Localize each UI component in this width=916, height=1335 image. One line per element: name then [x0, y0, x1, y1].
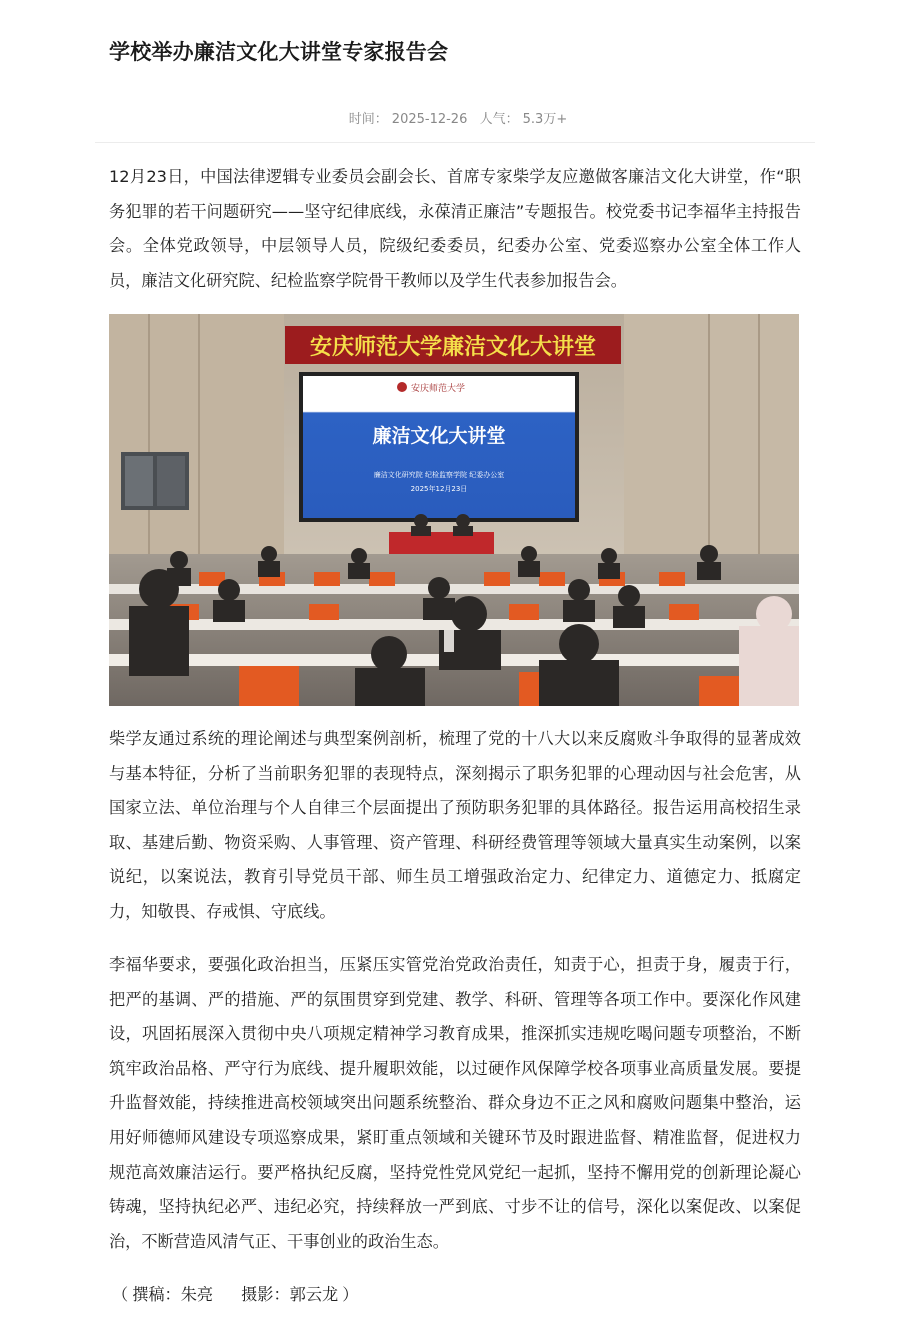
view-count: 5.3万+ — [522, 112, 568, 127]
paragraph-intro: 12月23日，中国法律逻辑专业委员会副会长、首席专家柴学友应邀做客廉洁文化大讲堂，作“职务犯罪的若干问题研究——坚守纪律底线，永葆清正廉洁”专题报告。校党委书记李福华主持报告会。全体党政领导，中层领导人员，院级纪委委员，纪委办公室、党委巡察办公室全体工作人员，廉洁文化研究院、纪检监察学院骨干教师以及学生代表参加报告会。 — [109, 167, 801, 290]
article-meta — [0, 108, 916, 127]
credit-writer: 撰稿：朱亮 — [132, 1285, 214, 1304]
time-label: 时间： — [348, 112, 388, 127]
screen-date: 2025年12月23日 — [410, 485, 468, 493]
screen-logo-text: 安庆师范大学 — [411, 384, 466, 394]
screen-subtitle: 廉洁文化研究院 纪检监察学院 纪委办公室 — [373, 471, 505, 479]
publish-date: 2025-12-26 — [391, 112, 468, 127]
lecture-hall-illustration — [109, 314, 799, 706]
credit-photographer: 摄影：郭云龙 — [241, 1285, 339, 1304]
event-photo — [109, 314, 799, 706]
views-label: 人气： — [479, 112, 519, 127]
credit-close: ） — [342, 1285, 359, 1304]
paragraph-requirements: 李福华要求，要强化政治担当，压紧压实管党治党政治责任，知责于心，担责于身，履责于行，把严的基调、严的措施、严的氛围贯穿到党建、教学、科研、管理等各项工作中。要深化作风建设，巩固拓展深入贯彻中央八项规定精神学习教育成果，推深抓实违规吃喝问题专项整治，不断筑牢政治品格、严守行为底线、提升履职效能，以过硬作风保障学校各项事业高质量发展。要提升监督效能，持续推进高校领域突出问题系统整治、群众身边不正之风和腐败问题集中整治，运用好师德师风建设专项巡察成果，紧盯重点领域和关键环节及时跟进监督、精准监督，促进权力规范高效廉洁运行。要严格执纪反腐，坚持党性党风党纪一起抓，坚持不懈用党的创新理论凝心铸魂，坚持执纪必严、违纪必究，持续释放一严到底、寸步不让的信号，深化以案促改、以案促治，不断营造风清气正、干事创业的政治生态。 — [109, 955, 801, 1251]
paragraph-report: 柴学友通过系统的理论阐述与典型案例剖析，梳理了党的十八大以来反腐败斗争取得的显著成效与基本特征，分析了当前职务犯罪的表现特点，深刻揭示了职务犯罪的心理动因与社会危害，从国家立法、单位治理与个人自律三个层面提出了预防职务犯罪的具体路径。报告运用高校招生录取、基建后勤、物资采购、人事管理、资产管理、科研经费管理等领域大量真实生动案例，以案说纪，以案说法，教育引导党员干部、师生员工增强政治定力、纪律定力、道德定力、抵腐定力，知敬畏、存戒惧、守底线。 — [109, 729, 801, 921]
banner-text: 安庆师范大学廉洁文化大讲堂 — [309, 335, 597, 360]
credit-open: （ — [112, 1285, 129, 1304]
screen-title: 廉洁文化大讲堂 — [372, 425, 506, 447]
article-credits — [112, 1278, 362, 1312]
article-title: 学校举办廉洁文化大讲堂专家报告会 — [109, 40, 449, 64]
header-divider — [95, 142, 815, 143]
